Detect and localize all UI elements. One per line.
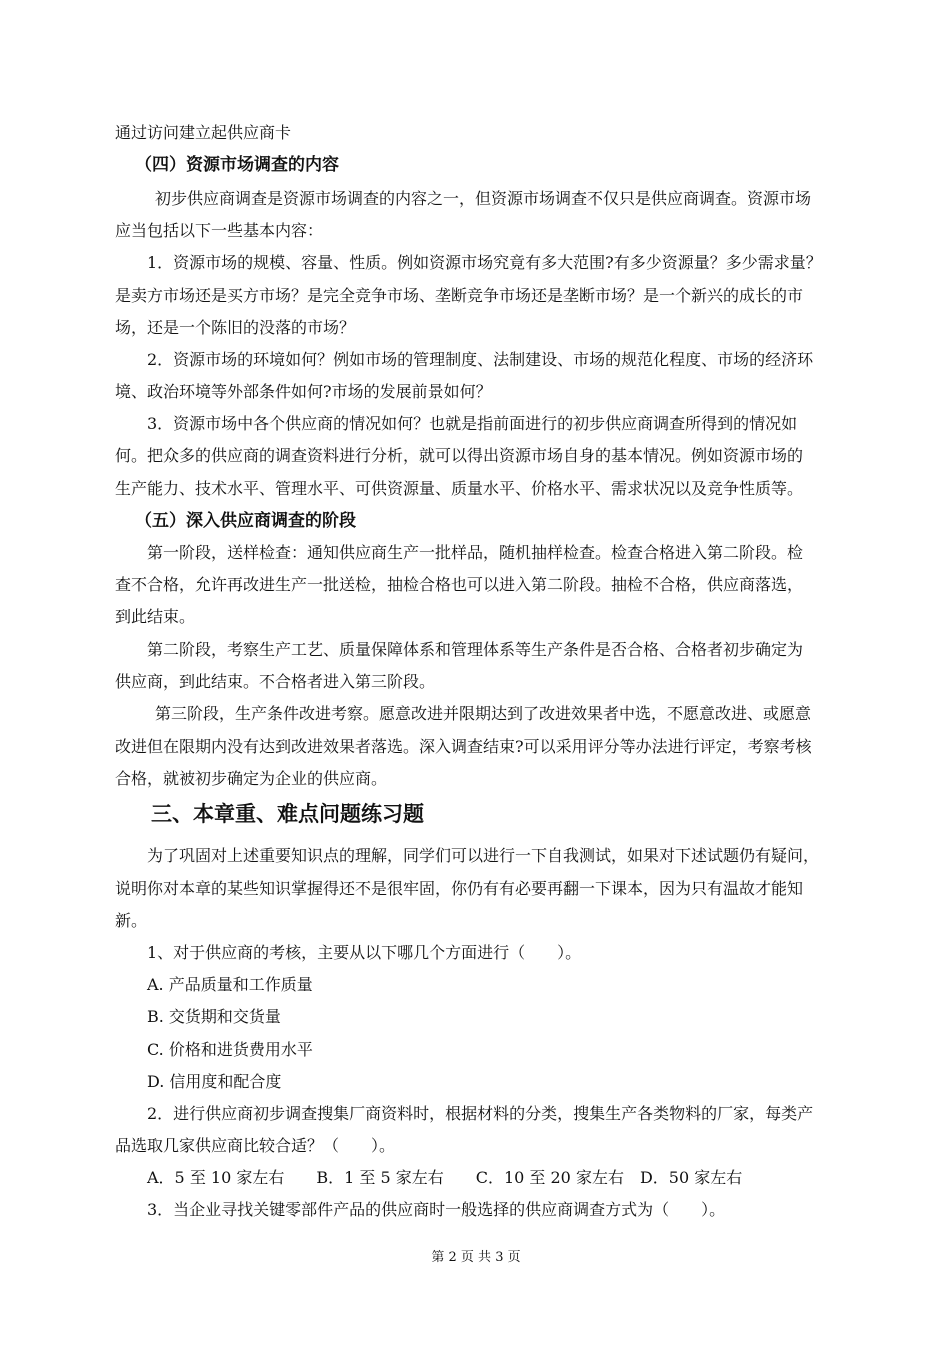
paragraph-line: 改进但在限期内没有达到改进效果者落选。深入调查结束?可以采用评分等办法进行评定，考察考核	[115, 737, 812, 756]
page-footer: 第 2 页 共 3 页	[431, 1250, 521, 1265]
paragraph-line: 第二阶段，考察生产工艺、质量保障体系和管理体系等生产条件是否合格、合格者初步确定为	[147, 640, 804, 659]
paragraph-line: 1．资源市场的规模、容量、性质。例如资源市场究竟有多大范围?有多少资源量？多少需求量？	[147, 253, 822, 272]
paragraph-line: 品选取几家供应商比较合适？（ ）。	[115, 1136, 396, 1155]
paragraph-line: 初步供应商调查是资源市场调查的内容之一，但资源市场调查不仅只是供应商调查。资源市场	[155, 189, 812, 208]
paragraph-line: 境、政治环境等外部条件如何?市场的发展前景如何？	[115, 382, 492, 401]
paragraph-line: A．5 至 10 家左右 B．1 至 5 家左右 C．10 至 20 家左右 D．50 家左右	[147, 1168, 743, 1187]
section-heading: 三、本章重、难点问题练习题	[151, 802, 424, 826]
paragraph-line: 2．进行供应商初步调查搜集厂商资料时，根据材料的分类，搜集生产各类物料的厂家，每类产	[147, 1104, 814, 1123]
paragraph-line: C. 价格和进货费用水平	[147, 1040, 313, 1059]
paragraph-line: 何。把众多的供应商的调查资料进行分析，就可以得出资源市场自身的基本情况。例如资源市场的	[115, 446, 804, 465]
paragraph-line: 为了巩固对上述重要知识点的理解，同学们可以进行一下自我测试，如果对下述试题仍有疑问，	[147, 846, 820, 865]
paragraph-line: 是卖方市场还是买方市场？是完全竞争市场、垄断竞争市场还是垄断市场？是一个新兴的成长的市	[115, 286, 804, 305]
paragraph-line: B. 交货期和交货量	[147, 1007, 281, 1026]
subsection-heading: （四）资源市场调查的内容	[135, 155, 339, 175]
paragraph-line: 3．资源市场中各个供应商的情况如何？也就是指前面进行的初步供应商调查所得到的情况如	[147, 414, 798, 433]
paragraph-line: 1、对于供应商的考核，主要从以下哪几个方面进行（ ）。	[147, 943, 582, 962]
paragraph-line: 供应商，到此结束。不合格者进入第三阶段。	[115, 672, 436, 691]
paragraph-line: 到此结束。	[115, 607, 196, 626]
paragraph-line: 生产能力、技术水平、管理水平、可供资源量、质量水平、价格水平、需求状况以及竞争性质等。	[115, 479, 804, 498]
paragraph-line: 说明你对本章的某些知识掌握得还不是很牢固，你仍有有必要再翻一下课本，因为只有温故才能知	[115, 879, 804, 898]
paragraph-line: 合格，就被初步确定为企业的供应商。	[115, 769, 388, 788]
paragraph-line: 3．当企业寻找关键零部件产品的供应商时一般选择的供应商调查方式为（ ）。	[147, 1200, 726, 1219]
paragraph-line: 2．资源市场的环境如何？例如市场的管理制度、法制建设、市场的规范化程度、市场的经济环	[147, 350, 814, 369]
subsection-heading: （五）深入供应商调查的阶段	[135, 511, 356, 531]
paragraph-line: A. 产品质量和工作质量	[147, 975, 313, 994]
paragraph-line: 场，还是一个陈旧的没落的市场？	[115, 318, 356, 337]
paragraph-line: 应当包括以下一些基本内容：	[115, 221, 324, 240]
paragraph-line: D. 信用度和配合度	[147, 1072, 282, 1091]
paragraph-line: 新。	[115, 911, 148, 930]
paragraph-line: 查不合格，允许再改进生产一批送检，抽检合格也可以进入第二阶段。抽检不合格，供应商落选，	[115, 575, 804, 594]
paragraph-line: 通过访问建立起供应商卡	[115, 123, 292, 142]
paragraph-line: 第三阶段，生产条件改进考察。愿意改进并限期达到了改进效果者中选，不愿意改进、或愿意	[155, 704, 812, 723]
paragraph-line: 第一阶段，送样检查：通知供应商生产一批样品，随机抽样检查。检查合格进入第二阶段。检	[147, 543, 804, 562]
